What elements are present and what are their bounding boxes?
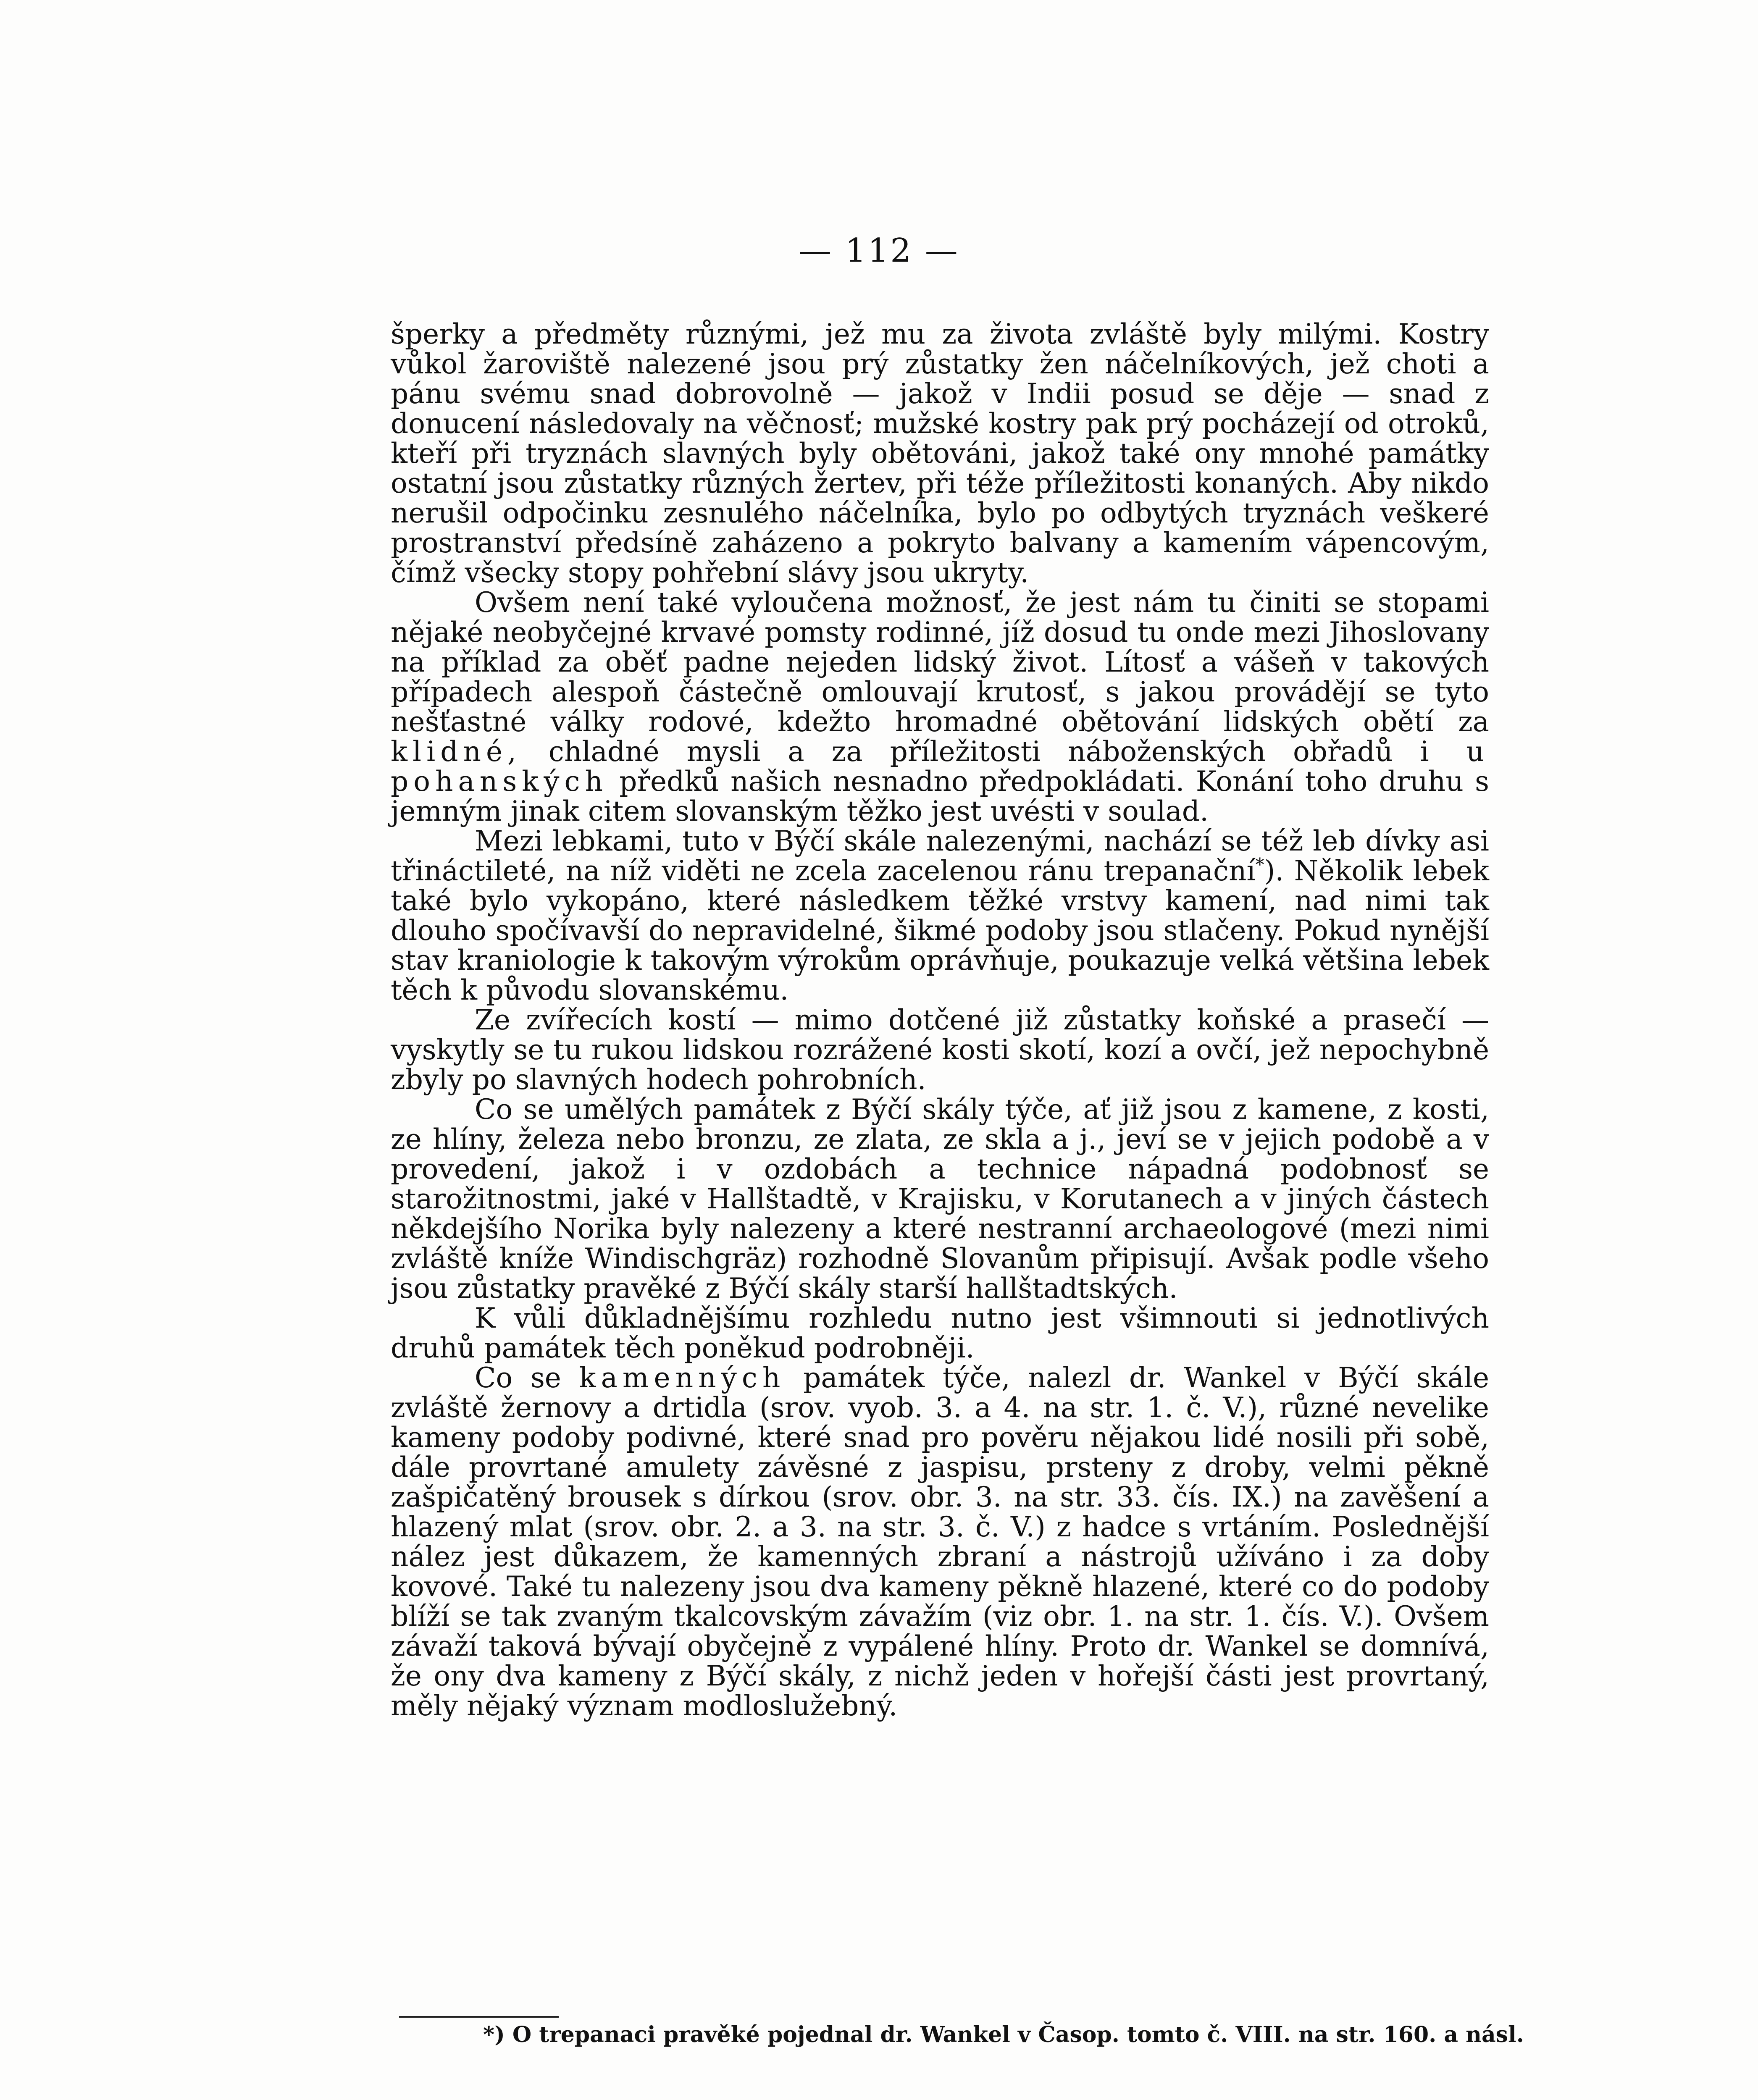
body-text — [391, 319, 1489, 1721]
footnote-text: O trepanaci pravěké pojednal dr. Wankel v Časop. tomto č. VIII. na str. 160. a násl. — [512, 2022, 1524, 2048]
paragraph-1: šperky a předměty různými, jež mu za života zvláště byly milými. Kostry vůkol žaroviště nalezené jsou prý zůstatky žen náčelníkových, jež choti a pánu svému snad dobrovolně — jakož v Indii posud se děje — snad z donucení následovaly na věčnosť; mužské kostry pak prý pocházejí od otroků, kteří při tryznách slavných byly obětováni, jakož také ony mnohé památky ostatní jsou zůstatky různých žertev, při téže příležitosti konaných. Aby nikdo nerušil odpočinku zesnulého náčelníka, bylo po odbytých tryznách veškeré prostranství předsíně zaházeno a pokryto balvany a kamením vápencovým, čímž všecky stopy pohřební slávy jsou ukryty. — [391, 318, 1489, 589]
spaced-emphasis-kludne: klidné, — [391, 735, 522, 768]
paragraph-6: K vůli důkladnějšímu rozhledu nutno jest všimnouti si jednotlivých druhů památek těch poněkud podrobněji. — [391, 1302, 1489, 1364]
page-number: — 112 — — [799, 232, 959, 270]
paragraph-2-part-a: Ovšem není také vyloučena možnosť, že jest nám tu činiti se stopami nějaké neobyčejné krvavé pomsty rodinné, jíž dosud tu onde mezi Jihoslovany na příklad za oběť padne nejeden lidský život. Lítosť a vášeň v takových případech alespoň částečně omlouvají krutosť, s jakou provádějí se tyto nešťastné války rodové, kdežto hromadné obětování lidských obětí za — [391, 586, 1489, 738]
footnote — [483, 2020, 1524, 2050]
paragraph-3-text: Mezi lebkami, tuto v Býčí skále nalezenými, nachází se též leb dívky asi třináctileté, na níž viděti ne zcela zacelenou ránu trepanační — [391, 825, 1489, 887]
spaced-emphasis-pohanskych: i u pohanských — [391, 735, 1490, 798]
paragraph-2-part-e: předků našich nesnadno předpokládati. Konání toho druhu s jemným jinak citem slovanským těžko jest uvésti v soulad. — [391, 765, 1490, 827]
paragraph-2 — [391, 588, 1489, 826]
paragraph-4: Ze zvířecích kostí — mimo dotčené již zůstatky koňské a prasečí — vyskytly se tu rukou lidskou rozrážené kosti skotí, kozí a ovčí, jež nepochybně zbyly po slavných hodech pohrobních. — [391, 1004, 1489, 1096]
paragraph-2-part-c: chladné mysli a za příležitosti náboženských obřadů — [548, 735, 1393, 768]
paragraph-3-end: ). Několik lebek také bylo vykopáno, které následkem těžké vrstvy kamení, nad nimi tak dlouho spočívavší do nepravidelné, šikmé podoby jsou stlačeny. Pokud nynější stav kraniologie k takovým výrokům oprávňuje, poukazuje velká většina lebek těch k původu slovanskému. — [391, 855, 1489, 1006]
paragraph-7-part-a: Co se — [475, 1362, 561, 1394]
paragraph-7-part-c: památek týče, nalezl dr. Wankel v Býčí skále zvláště žernovy a drtidla (srov. vyob. 3. a 4. na str. 1. č. V.), různé nevelike kameny podoby podivné, které snad pro pověru nějakou lidé nosili při sobě, dále provrtané amulety závěsné z jaspisu, prsteny z droby, velmi pěkně zašpičatěný brousek s dírkou (srov. obr. 3. na str. 33. čís. IX.) na zavěšení a hlazený mlat (srov. obr. 2. a 3. na str. 3. č. V.) z hadce s vrtáním. Poslednější nález jest důkazem, že kamenných zbraní a nástrojů užíváno i za doby kovové. Také tu nalezeny jsou dva kameny pěkně hlazené, které co do podoby blíží se tak zvaným tkalcovským závažím (viz obr. 1. na str. 1. čís. V.). Ovšem závaží taková bývají obyčejně z vypálené hlíny. Proto dr. Wankel se domnívá, že ony dva kameny z Býčí skály, z nichž jeden v hořejší části jest provrtaný, měly nějaký význam modloslužebný. — [391, 1362, 1490, 1722]
footnote-divider — [399, 2016, 559, 2018]
paragraph-7 — [391, 1363, 1489, 1721]
paragraph-3 — [391, 826, 1489, 1005]
paragraph-5: Co se umělých památek z Býčí skály týče, ať již jsou z kamene, z kosti, ze hlíny, železa nebo bronzu, ze zlata, ze skla a j., jeví se v jejich podobě a v provedení, jakož i v ozdobách a technice nápadná podobnosť se starožitnostmi, jaké v Hallštadtě, v Krajisku, v Korutanech a v jiných částech někdejšího Norika byly nalezeny a které nestranní archaeologové (mezi nimi zvláště kníže Windischgräz) rozhodně Slovanům připisují. Avšak podle všeho jsou zůstatky pravěké z Býčí skály starší hallštadtských. — [391, 1093, 1489, 1305]
spaced-emphasis-kamennych: kamenných — [579, 1362, 786, 1394]
footnote-mark: *) — [483, 2022, 505, 2048]
footnote-reference: * — [1255, 854, 1264, 875]
